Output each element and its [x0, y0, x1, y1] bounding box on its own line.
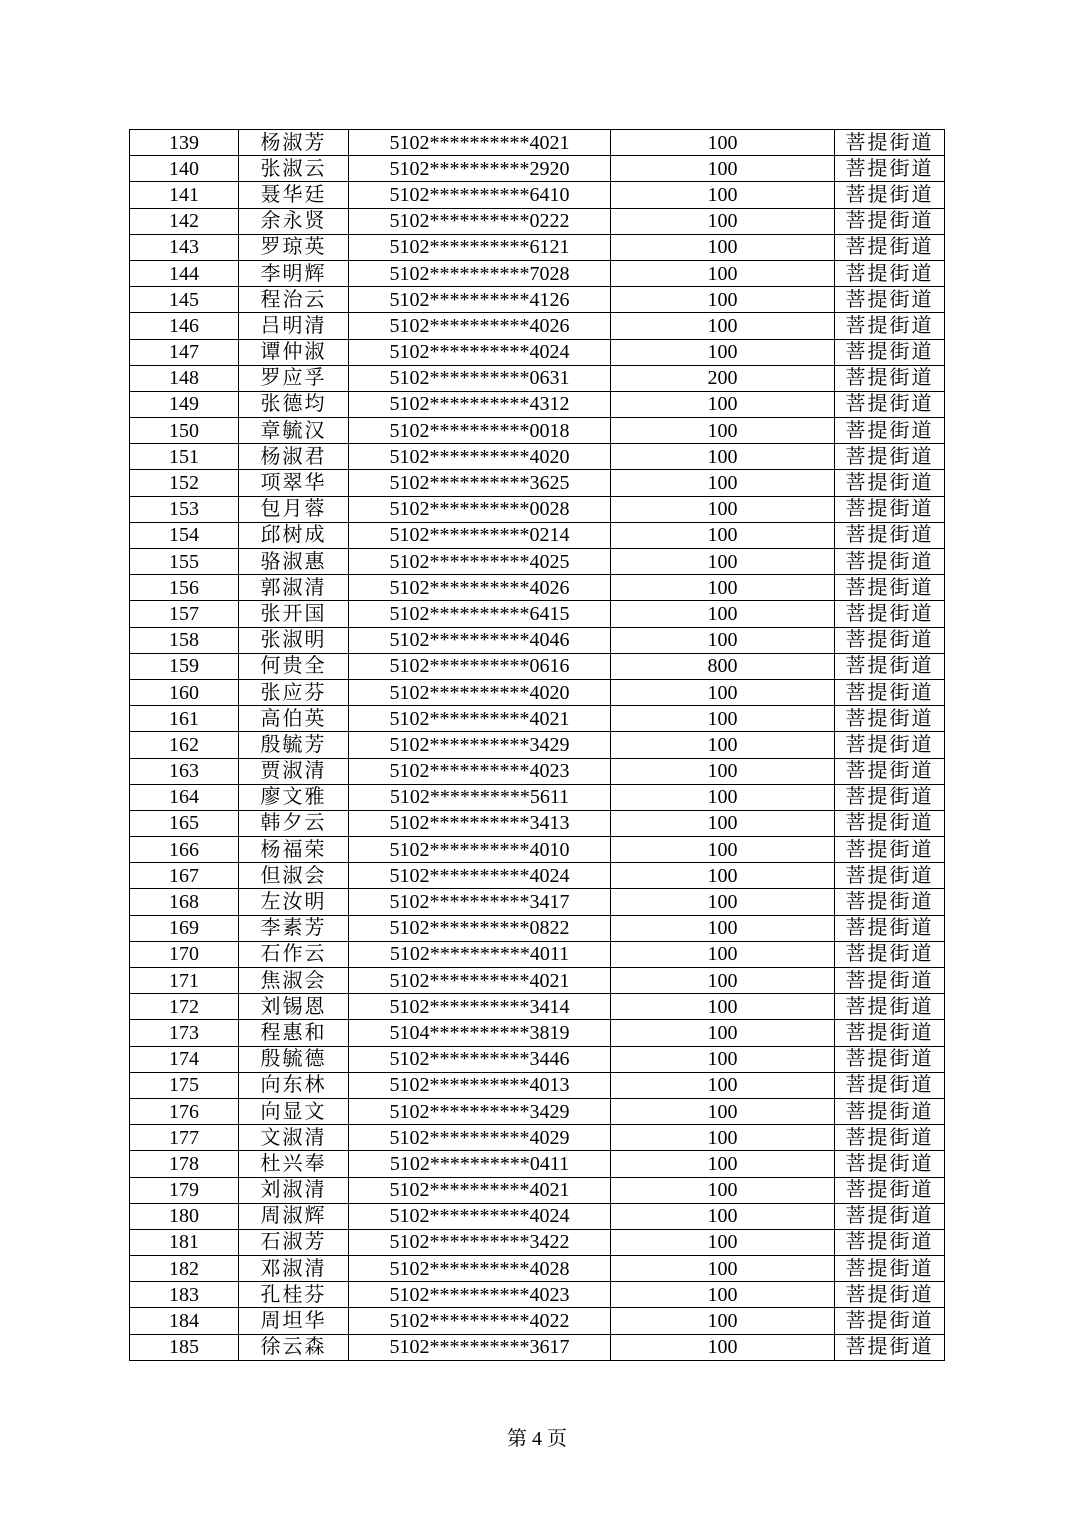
cell-amount: 100	[611, 784, 835, 810]
cell-serial-number: 169	[130, 915, 239, 941]
table-row	[130, 496, 945, 522]
cell-serial-number: 156	[130, 575, 239, 601]
cell-serial-number: 146	[130, 313, 239, 339]
cell-serial-number: 182	[130, 1256, 239, 1282]
cell-id-number: 5102**********4024	[349, 863, 611, 889]
table-row	[130, 601, 945, 627]
cell-subdistrict: 菩提街道	[835, 470, 945, 496]
cell-id-number: 5102**********3414	[349, 994, 611, 1020]
cell-serial-number: 168	[130, 889, 239, 915]
table-row	[130, 391, 945, 417]
cell-subdistrict: 菩提街道	[835, 941, 945, 967]
table-row	[130, 156, 945, 182]
cell-person-name: 程惠和	[239, 1020, 349, 1046]
cell-subdistrict: 菩提街道	[835, 1125, 945, 1151]
cell-id-number: 5102**********4025	[349, 549, 611, 575]
cell-amount: 100	[611, 706, 835, 732]
table-row	[130, 1046, 945, 1072]
cell-serial-number: 159	[130, 653, 239, 679]
cell-amount: 100	[611, 679, 835, 705]
cell-serial-number: 157	[130, 601, 239, 627]
cell-subdistrict: 菩提街道	[835, 418, 945, 444]
table-row	[130, 444, 945, 470]
cell-person-name: 李明辉	[239, 260, 349, 286]
cell-serial-number: 172	[130, 994, 239, 1020]
cell-serial-number: 164	[130, 784, 239, 810]
table-row	[130, 968, 945, 994]
cell-serial-number: 140	[130, 156, 239, 182]
cell-serial-number: 149	[130, 391, 239, 417]
table-row	[130, 889, 945, 915]
cell-amount: 100	[611, 863, 835, 889]
cell-subdistrict: 菩提街道	[835, 627, 945, 653]
table-row	[130, 208, 945, 234]
cell-amount: 100	[611, 601, 835, 627]
cell-id-number: 5102**********4021	[349, 1177, 611, 1203]
cell-subdistrict: 菩提街道	[835, 391, 945, 417]
cell-id-number: 5102**********4022	[349, 1308, 611, 1334]
cell-serial-number: 184	[130, 1308, 239, 1334]
cell-amount: 100	[611, 339, 835, 365]
cell-subdistrict: 菩提街道	[835, 1046, 945, 1072]
cell-person-name: 李素芳	[239, 915, 349, 941]
cell-amount: 100	[611, 994, 835, 1020]
cell-subdistrict: 菩提街道	[835, 915, 945, 941]
table-row	[130, 1282, 945, 1308]
cell-id-number: 5102**********0028	[349, 496, 611, 522]
cell-subdistrict: 菩提街道	[835, 1098, 945, 1124]
cell-subdistrict: 菩提街道	[835, 601, 945, 627]
cell-subdistrict: 菩提街道	[835, 994, 945, 1020]
cell-amount: 100	[611, 758, 835, 784]
cell-person-name: 焦淑会	[239, 968, 349, 994]
cell-subdistrict: 菩提街道	[835, 837, 945, 863]
table-row	[130, 182, 945, 208]
cell-amount: 100	[611, 1229, 835, 1255]
cell-amount: 200	[611, 365, 835, 391]
cell-amount: 100	[611, 1046, 835, 1072]
cell-person-name: 骆淑惠	[239, 549, 349, 575]
roster-table	[129, 129, 945, 1361]
cell-serial-number: 148	[130, 365, 239, 391]
cell-serial-number: 176	[130, 1098, 239, 1124]
cell-serial-number: 173	[130, 1020, 239, 1046]
cell-person-name: 余永贤	[239, 208, 349, 234]
cell-serial-number: 139	[130, 130, 239, 156]
table-row	[130, 837, 945, 863]
cell-id-number: 5102**********6121	[349, 234, 611, 260]
cell-subdistrict: 菩提街道	[835, 496, 945, 522]
cell-person-name: 向显文	[239, 1098, 349, 1124]
page-number: 第 4 页	[507, 1428, 567, 1450]
cell-person-name: 杨福荣	[239, 837, 349, 863]
cell-subdistrict: 菩提街道	[835, 810, 945, 836]
cell-subdistrict: 菩提街道	[835, 365, 945, 391]
cell-id-number: 5102**********4029	[349, 1125, 611, 1151]
table-row	[130, 522, 945, 548]
cell-subdistrict: 菩提街道	[835, 339, 945, 365]
cell-amount: 100	[611, 1177, 835, 1203]
cell-id-number: 5102**********4046	[349, 627, 611, 653]
cell-subdistrict: 菩提街道	[835, 1229, 945, 1255]
cell-amount: 100	[611, 313, 835, 339]
cell-person-name: 高伯英	[239, 706, 349, 732]
table-row	[130, 1203, 945, 1229]
cell-amount: 100	[611, 1282, 835, 1308]
cell-id-number: 5102**********4024	[349, 1203, 611, 1229]
cell-id-number: 5102**********3446	[349, 1046, 611, 1072]
cell-serial-number: 153	[130, 496, 239, 522]
table-row	[130, 679, 945, 705]
cell-serial-number: 180	[130, 1203, 239, 1229]
cell-person-name: 韩夕云	[239, 810, 349, 836]
cell-amount: 100	[611, 444, 835, 470]
cell-serial-number: 150	[130, 418, 239, 444]
cell-person-name: 左汝明	[239, 889, 349, 915]
cell-person-name: 石作云	[239, 941, 349, 967]
cell-serial-number: 141	[130, 182, 239, 208]
cell-serial-number: 170	[130, 941, 239, 967]
cell-serial-number: 163	[130, 758, 239, 784]
cell-person-name: 但淑会	[239, 863, 349, 889]
cell-subdistrict: 菩提街道	[835, 1256, 945, 1282]
cell-subdistrict: 菩提街道	[835, 208, 945, 234]
cell-subdistrict: 菩提街道	[835, 1072, 945, 1098]
cell-subdistrict: 菩提街道	[835, 968, 945, 994]
cell-amount: 100	[611, 1125, 835, 1151]
cell-subdistrict: 菩提街道	[835, 130, 945, 156]
cell-amount: 100	[611, 575, 835, 601]
cell-serial-number: 162	[130, 732, 239, 758]
cell-subdistrict: 菩提街道	[835, 575, 945, 601]
cell-serial-number: 155	[130, 549, 239, 575]
cell-id-number: 5102**********4010	[349, 837, 611, 863]
cell-amount: 100	[611, 156, 835, 182]
cell-amount: 100	[611, 941, 835, 967]
cell-amount: 100	[611, 810, 835, 836]
cell-id-number: 5102**********0214	[349, 522, 611, 548]
cell-subdistrict: 菩提街道	[835, 522, 945, 548]
cell-amount: 100	[611, 1020, 835, 1046]
table-row	[130, 260, 945, 286]
cell-serial-number: 143	[130, 234, 239, 260]
cell-subdistrict: 菩提街道	[835, 1020, 945, 1046]
cell-person-name: 邱树成	[239, 522, 349, 548]
cell-serial-number: 154	[130, 522, 239, 548]
cell-id-number: 5102**********4023	[349, 1282, 611, 1308]
cell-person-name: 张淑云	[239, 156, 349, 182]
table-row	[130, 1020, 945, 1046]
table-row	[130, 1072, 945, 1098]
cell-amount: 100	[611, 889, 835, 915]
cell-subdistrict: 菩提街道	[835, 863, 945, 889]
table-row	[130, 732, 945, 758]
table-row	[130, 653, 945, 679]
cell-subdistrict: 菩提街道	[835, 234, 945, 260]
cell-person-name: 何贵全	[239, 653, 349, 679]
cell-id-number: 5102**********4126	[349, 287, 611, 313]
table-row	[130, 234, 945, 260]
table-row	[130, 1125, 945, 1151]
cell-amount: 100	[611, 208, 835, 234]
cell-person-name: 贾淑清	[239, 758, 349, 784]
cell-person-name: 刘锡恩	[239, 994, 349, 1020]
cell-serial-number: 151	[130, 444, 239, 470]
table-row	[130, 941, 945, 967]
cell-id-number: 5102**********0018	[349, 418, 611, 444]
cell-subdistrict: 菩提街道	[835, 758, 945, 784]
cell-amount: 100	[611, 418, 835, 444]
table-row	[130, 758, 945, 784]
cell-id-number: 5102**********4013	[349, 1072, 611, 1098]
cell-person-name: 殷毓芳	[239, 732, 349, 758]
cell-amount: 100	[611, 837, 835, 863]
cell-serial-number: 175	[130, 1072, 239, 1098]
cell-person-name: 聂华廷	[239, 182, 349, 208]
cell-serial-number: 147	[130, 339, 239, 365]
cell-serial-number: 161	[130, 706, 239, 732]
cell-amount: 100	[611, 130, 835, 156]
cell-id-number: 5102**********6415	[349, 601, 611, 627]
cell-id-number: 5102**********4028	[349, 1256, 611, 1282]
cell-id-number: 5102**********4011	[349, 941, 611, 967]
cell-subdistrict: 菩提街道	[835, 679, 945, 705]
table-row	[130, 365, 945, 391]
cell-amount: 100	[611, 522, 835, 548]
cell-serial-number: 178	[130, 1151, 239, 1177]
cell-amount: 100	[611, 1256, 835, 1282]
cell-person-name: 刘淑清	[239, 1177, 349, 1203]
cell-amount: 100	[611, 732, 835, 758]
cell-serial-number: 179	[130, 1177, 239, 1203]
cell-subdistrict: 菩提街道	[835, 732, 945, 758]
cell-serial-number: 185	[130, 1334, 239, 1360]
cell-amount: 100	[611, 470, 835, 496]
cell-amount: 100	[611, 1334, 835, 1360]
roster-table-body	[130, 130, 945, 1361]
cell-subdistrict: 菩提街道	[835, 1308, 945, 1334]
cell-amount: 100	[611, 1308, 835, 1334]
cell-amount: 100	[611, 287, 835, 313]
cell-serial-number: 177	[130, 1125, 239, 1151]
cell-id-number: 5102**********4024	[349, 339, 611, 365]
cell-serial-number: 158	[130, 627, 239, 653]
cell-subdistrict: 菩提街道	[835, 784, 945, 810]
cell-person-name: 廖文雅	[239, 784, 349, 810]
cell-id-number: 5102**********4021	[349, 706, 611, 732]
cell-amount: 100	[611, 1151, 835, 1177]
cell-serial-number: 171	[130, 968, 239, 994]
cell-id-number: 5102**********0822	[349, 915, 611, 941]
cell-id-number: 5102**********4020	[349, 679, 611, 705]
cell-serial-number: 174	[130, 1046, 239, 1072]
cell-id-number: 5102**********4020	[349, 444, 611, 470]
cell-subdistrict: 菩提街道	[835, 1203, 945, 1229]
table-row	[130, 1229, 945, 1255]
cell-serial-number: 183	[130, 1282, 239, 1308]
cell-person-name: 杜兴奉	[239, 1151, 349, 1177]
cell-person-name: 杨淑君	[239, 444, 349, 470]
cell-person-name: 章毓汉	[239, 418, 349, 444]
table-row	[130, 313, 945, 339]
cell-amount: 100	[611, 1072, 835, 1098]
cell-person-name: 罗应孚	[239, 365, 349, 391]
cell-id-number: 5102**********5611	[349, 784, 611, 810]
cell-id-number: 5102**********3625	[349, 470, 611, 496]
cell-person-name: 程治云	[239, 287, 349, 313]
cell-serial-number: 145	[130, 287, 239, 313]
cell-person-name: 张开国	[239, 601, 349, 627]
cell-subdistrict: 菩提街道	[835, 287, 945, 313]
cell-person-name: 周淑辉	[239, 1203, 349, 1229]
cell-subdistrict: 菩提街道	[835, 156, 945, 182]
cell-id-number: 5102**********2920	[349, 156, 611, 182]
cell-id-number: 5102**********3413	[349, 810, 611, 836]
cell-person-name: 项翠华	[239, 470, 349, 496]
cell-subdistrict: 菩提街道	[835, 1177, 945, 1203]
cell-id-number: 5102**********4312	[349, 391, 611, 417]
table-row	[130, 287, 945, 313]
cell-id-number: 5102**********3617	[349, 1334, 611, 1360]
cell-subdistrict: 菩提街道	[835, 182, 945, 208]
cell-person-name: 谭仲淑	[239, 339, 349, 365]
cell-person-name: 杨淑芳	[239, 130, 349, 156]
cell-id-number: 5102**********7028	[349, 260, 611, 286]
cell-person-name: 孔桂芬	[239, 1282, 349, 1308]
cell-serial-number: 144	[130, 260, 239, 286]
cell-person-name: 张德均	[239, 391, 349, 417]
table-row	[130, 810, 945, 836]
cell-id-number: 5102**********6410	[349, 182, 611, 208]
cell-serial-number: 166	[130, 837, 239, 863]
cell-subdistrict: 菩提街道	[835, 653, 945, 679]
table-row	[130, 1098, 945, 1124]
cell-serial-number: 165	[130, 810, 239, 836]
cell-person-name: 邓淑清	[239, 1256, 349, 1282]
table-row	[130, 1177, 945, 1203]
cell-person-name: 张淑明	[239, 627, 349, 653]
table-row	[130, 549, 945, 575]
cell-amount: 100	[611, 260, 835, 286]
cell-subdistrict: 菩提街道	[835, 1334, 945, 1360]
cell-subdistrict: 菩提街道	[835, 1151, 945, 1177]
cell-serial-number: 142	[130, 208, 239, 234]
cell-id-number: 5102**********4026	[349, 575, 611, 601]
cell-id-number: 5102**********0616	[349, 653, 611, 679]
cell-amount: 100	[611, 915, 835, 941]
table-row	[130, 994, 945, 1020]
cell-subdistrict: 菩提街道	[835, 889, 945, 915]
cell-person-name: 周坦华	[239, 1308, 349, 1334]
table-row	[130, 784, 945, 810]
cell-subdistrict: 菩提街道	[835, 313, 945, 339]
cell-id-number: 5102**********4021	[349, 130, 611, 156]
table-row	[130, 1334, 945, 1360]
table-row	[130, 130, 945, 156]
cell-amount: 100	[611, 627, 835, 653]
cell-id-number: 5102**********0631	[349, 365, 611, 391]
table-row	[130, 418, 945, 444]
table-row	[130, 627, 945, 653]
cell-subdistrict: 菩提街道	[835, 444, 945, 470]
cell-amount: 100	[611, 1203, 835, 1229]
cell-amount: 100	[611, 234, 835, 260]
cell-amount: 100	[611, 391, 835, 417]
cell-person-name: 文淑清	[239, 1125, 349, 1151]
cell-id-number: 5102**********3417	[349, 889, 611, 915]
cell-person-name: 郭淑清	[239, 575, 349, 601]
cell-id-number: 5102**********3422	[349, 1229, 611, 1255]
table-row	[130, 339, 945, 365]
cell-serial-number: 160	[130, 679, 239, 705]
table-row	[130, 1256, 945, 1282]
cell-subdistrict: 菩提街道	[835, 706, 945, 732]
cell-person-name: 向东林	[239, 1072, 349, 1098]
cell-id-number: 5104**********3819	[349, 1020, 611, 1046]
cell-id-number: 5102**********3429	[349, 732, 611, 758]
cell-amount: 100	[611, 549, 835, 575]
cell-amount: 100	[611, 182, 835, 208]
cell-serial-number: 167	[130, 863, 239, 889]
table-row	[130, 863, 945, 889]
table-row	[130, 575, 945, 601]
table-row	[130, 470, 945, 496]
cell-serial-number: 181	[130, 1229, 239, 1255]
table-row	[130, 1308, 945, 1334]
cell-id-number: 5102**********4023	[349, 758, 611, 784]
cell-amount: 100	[611, 1098, 835, 1124]
cell-subdistrict: 菩提街道	[835, 1282, 945, 1308]
cell-id-number: 5102**********0222	[349, 208, 611, 234]
cell-person-name: 石淑芳	[239, 1229, 349, 1255]
cell-person-name: 张应芬	[239, 679, 349, 705]
table-row	[130, 706, 945, 732]
cell-id-number: 5102**********4021	[349, 968, 611, 994]
table-row	[130, 915, 945, 941]
cell-id-number: 5102**********3429	[349, 1098, 611, 1124]
cell-person-name: 罗琼英	[239, 234, 349, 260]
table-row	[130, 1151, 945, 1177]
cell-subdistrict: 菩提街道	[835, 260, 945, 286]
cell-amount: 100	[611, 496, 835, 522]
cell-subdistrict: 菩提街道	[835, 549, 945, 575]
cell-person-name: 徐云森	[239, 1334, 349, 1360]
cell-serial-number: 152	[130, 470, 239, 496]
cell-amount: 800	[611, 653, 835, 679]
cell-person-name: 殷毓德	[239, 1046, 349, 1072]
cell-person-name: 包月蓉	[239, 496, 349, 522]
cell-amount: 100	[611, 968, 835, 994]
cell-id-number: 5102**********0411	[349, 1151, 611, 1177]
cell-id-number: 5102**********4026	[349, 313, 611, 339]
cell-person-name: 吕明清	[239, 313, 349, 339]
